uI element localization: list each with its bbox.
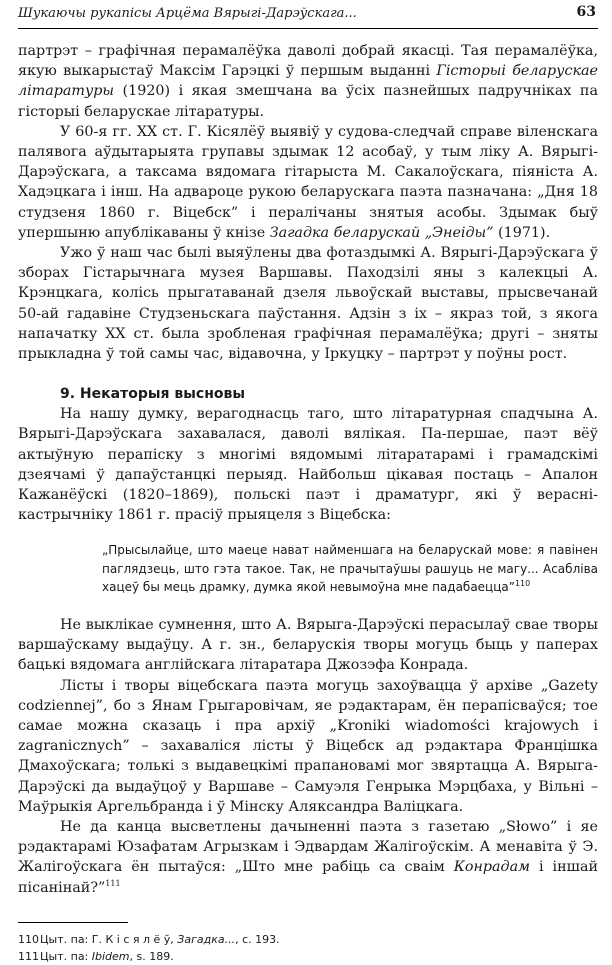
footnote-italic: Загадка... — [177, 932, 236, 946]
paragraph-7-text-c: і іншай пісанінай?” — [18, 859, 598, 896]
running-title: Шукаючы рукапісы Арцёма Вярыгі-Дарэўскага... — [18, 6, 357, 21]
paragraph-6: Лісты і творы віцебскага паэта могуць захоўвацца ў архіве „Gazety codziennej”, бо з Янам Грыгаровічам, яе рэдактарам, ён перапісваўся; тое самае можна сказаць і пра архіў „Kroniki wiadomości krajowych i zagranicznych” – захаваліся лісты ў Віцебск ад рэдактара Францішка Дмахоўскага; толькі з выдавецкімі прапановамі мог звяртацца А. Вярыга-Дарэўскі да выдаўцоў у Варшаве – Самуэля Генрыка Мэрцбаха, у Вільні – Маўрыкія Аргельбранда і ў Мінску Аляксандра Валіцкага. — [18, 677, 598, 815]
paragraph-2-text-c: (1971). — [493, 224, 551, 241]
book-title-history: Гісторыі беларускае літаратуры — [18, 63, 598, 100]
book-page — [18, 0, 598, 965]
book-title-enigma: Загадка беларускай „Энеіды” — [269, 224, 494, 241]
paragraph-1 — [18, 41, 598, 122]
footnote-italic: Ibidem — [91, 949, 130, 963]
paragraph-4: На нашу думку, верагоднасць таго, што літаратурная спадчына А. Вярыгі-Дарэўскага захавалася, даволі вялікая. Па-першае, паэт вёў актыўную перапіску з многімі вядомымі літаратарамі і грамадскімі дзеячамі ў дапаўстанцкі перыяд. Найбольш цікавая постаць – Апалон Кажанёўскі (1820–1869), польскі паэт і драматург, які ў верасні-кастрычніку 1861 г. прасіў прыяцеля з Віцебска: — [18, 406, 598, 524]
paragraph-7 — [18, 817, 598, 898]
paragraph-7-text-a: Не да канца высветлены дачыненні паэта з газетаю „Słowo” і яе рэдактарамі Юзафатам Агрызкам і Эдвардам Жалігоўскім. А менавіта ў Э. Жалігоўскага ён пытаўся: „Што мне рабіць са сваім — [18, 819, 598, 876]
footnote-111 — [18, 948, 598, 965]
footnote-number: 110 — [18, 932, 39, 946]
work-title-konrad: Конрадам — [453, 859, 530, 876]
body-text — [18, 41, 598, 898]
paragraph-2 — [18, 122, 598, 243]
section-heading: 9. Некаторыя высновы — [60, 386, 246, 403]
footnote-text: Цыт. па: — [40, 949, 92, 963]
footnote-110 — [18, 931, 598, 948]
paragraph-3: Ужо ў наш час былі выяўлены два фотаздымкі А. Вярыгі-Дарэўскага ў зборах Гістарычнага музея Варшавы. Паходзілі яны з калекцыі А. Крэнцкага, колісь прыгатаванай дзеля львоўскай выставы, прысвечанай 50-ай гадавіне Студзеньскага паўстання. Адзін з іх – якраз той, з якога напачатку ХХ ст. была зробленая графічная перамалёўка; другі – зняты прыкладна ў той самы час, відавочна, у Іркуцку – партрэт у поўны рост. — [18, 245, 598, 363]
footnote-ref-110: 110 — [514, 579, 531, 589]
paragraph-5: Не выклікае сумнення, што А. Вярыга-Дарэўскі перасылаў свае творы варшаўскаму выдаўцу. А г. зн., беларускія творы могуць быць у паперах бацькі вядомага англійскага літаратара Джозэфа Конрада. — [18, 616, 598, 674]
footnote-text-end: , s. 189. — [129, 949, 174, 963]
paragraph-1-text-c: (1920) і якая змешчана ва ўсіх пазнейшых падручніках па гісторыі беларускае літаратуры. — [18, 83, 598, 120]
paragraph-2-text-a: У 60-я гг. ХХ ст. Г. Кісялёў выявіў у судова-следчай справе віленскага палявога аўдытарыята групавы здымак 12 асобаў, у тым ліку А. Вярыгі-Дарэўскага, а таксама вядомага гітарыста М. Сакалоўскага, піяніста А. Хадэцкага і інш. На адвароце рукою беларускага паэта пазначана: „Дня 18 студзеня 1860 г. Віцебск” і пералічаны знятыя асобы. Здымак быў упершыню апублікаваны ў кнізе — [18, 123, 598, 241]
footnote-number: 111 — [18, 949, 39, 963]
footnote-text: Цыт. па: Г. К і с я л ё ў, — [40, 932, 178, 946]
footnote-ref-111: 111 — [105, 878, 121, 888]
footnote-text-end: , с. 193. — [235, 932, 280, 946]
footnote-divider — [18, 922, 128, 923]
running-header — [18, 4, 598, 29]
paragraph-1-text-a: партрэт – графічная перамалёўка даволі добрай якасці. Тая перамалёўка, якую выкарыстаў Максім Гарэцкі ў першым выданні — [18, 43, 598, 80]
quote-text: „Прысылайце, што маеце нават найменшага на беларускай мове: я павінен паглядзець, што гэта такое. Так, не прачытаўшы рашуць не магу... Асабліва хацеў бы мець драмку, думка якой невымоўна мне падабаецца” — [102, 543, 598, 595]
block-quote — [102, 541, 598, 597]
footnotes — [18, 931, 598, 965]
page-number: 63 — [576, 4, 596, 20]
